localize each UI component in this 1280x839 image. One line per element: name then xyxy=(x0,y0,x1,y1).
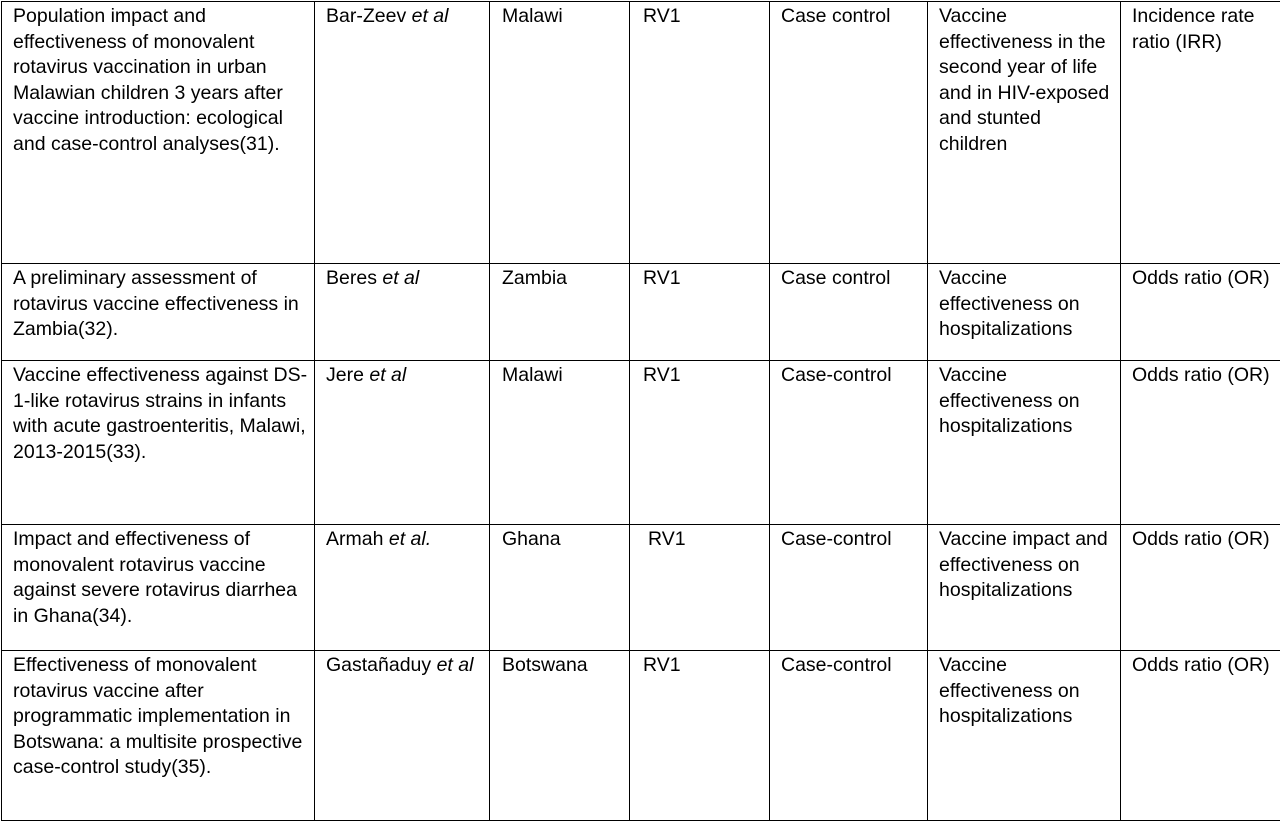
study-title-cell: A preliminary assessment of rotavirus vaccine effectiveness in Zambia(32). xyxy=(2,264,315,361)
study-title-cell: Population impact and effectiveness of monovalent rotavirus vaccination in urban Malawian children 3 years after vaccine introduction: ecological and case-control analyses(31). xyxy=(2,2,315,264)
country-cell: Malawi xyxy=(490,2,630,264)
outcome-cell: Vaccine impact and effectiveness on hospitalizations xyxy=(928,525,1121,651)
study-title-cell: Effectiveness of monovalent rotavirus vaccine after programmatic implementation in Botswana: a multisite prospective case-control study(35). xyxy=(2,651,315,821)
author-et-al: et al xyxy=(369,364,407,386)
outcome-cell: Vaccine effectiveness on hospitalizations xyxy=(928,361,1121,525)
table-row xyxy=(2,651,1280,821)
study-design-cell: Case control xyxy=(770,2,928,264)
table-row xyxy=(2,361,1280,525)
author-et-al: et al xyxy=(382,267,420,289)
table-row xyxy=(2,264,1280,361)
vaccine-cell: RV1 xyxy=(630,525,770,651)
study-design-cell: Case-control xyxy=(770,525,928,651)
measure-cell: Odds ratio (OR) xyxy=(1121,651,1280,821)
country-cell: Malawi xyxy=(490,361,630,525)
vaccine-cell: RV1 xyxy=(630,2,770,264)
measure-cell: Odds ratio (OR) xyxy=(1121,525,1280,651)
author-name: Bar-Zeev xyxy=(326,5,412,27)
outcome-cell: Vaccine effectiveness in the second year of life and in HIV-exposed and stunted children xyxy=(928,2,1121,264)
measure-cell: Incidence rate ratio (IRR) xyxy=(1121,2,1280,264)
outcome-cell: Vaccine effectiveness on hospitalizations xyxy=(928,264,1121,361)
country-cell: Zambia xyxy=(490,264,630,361)
author-et-al: et al xyxy=(436,654,474,676)
country-cell: Ghana xyxy=(490,525,630,651)
study-design-cell: Case control xyxy=(770,264,928,361)
author-et-al: et al. xyxy=(388,528,432,550)
studies-table xyxy=(1,1,1280,821)
author-et-al: et al xyxy=(411,5,449,27)
table-row xyxy=(2,525,1280,651)
study-title-cell: Impact and effectiveness of monovalent rotavirus vaccine against severe rotavirus diarrhea in Ghana(34). xyxy=(2,525,315,651)
author-cell xyxy=(315,525,490,651)
vaccine-cell: RV1 xyxy=(630,264,770,361)
table-row xyxy=(2,2,1280,264)
study-design-cell: Case-control xyxy=(770,651,928,821)
measure-cell: Odds ratio (OR) xyxy=(1121,361,1280,525)
author-cell xyxy=(315,2,490,264)
author-name: Jere xyxy=(326,364,370,386)
study-title-cell: Vaccine effectiveness against DS-1-like rotavirus strains in infants with acute gastroenteritis, Malawi, 2013-2015(33). xyxy=(2,361,315,525)
study-design-cell: Case-control xyxy=(770,361,928,525)
author-name: Beres xyxy=(326,267,383,289)
author-cell xyxy=(315,361,490,525)
measure-cell: Odds ratio (OR) xyxy=(1121,264,1280,361)
author-name: Gastañaduy xyxy=(326,654,437,676)
vaccine-cell: RV1 xyxy=(630,361,770,525)
country-cell: Botswana xyxy=(490,651,630,821)
outcome-cell: Vaccine effectiveness on hospitalizations xyxy=(928,651,1121,821)
author-cell xyxy=(315,651,490,821)
author-cell xyxy=(315,264,490,361)
author-name: Armah xyxy=(326,528,389,550)
vaccine-cell: RV1 xyxy=(630,651,770,821)
